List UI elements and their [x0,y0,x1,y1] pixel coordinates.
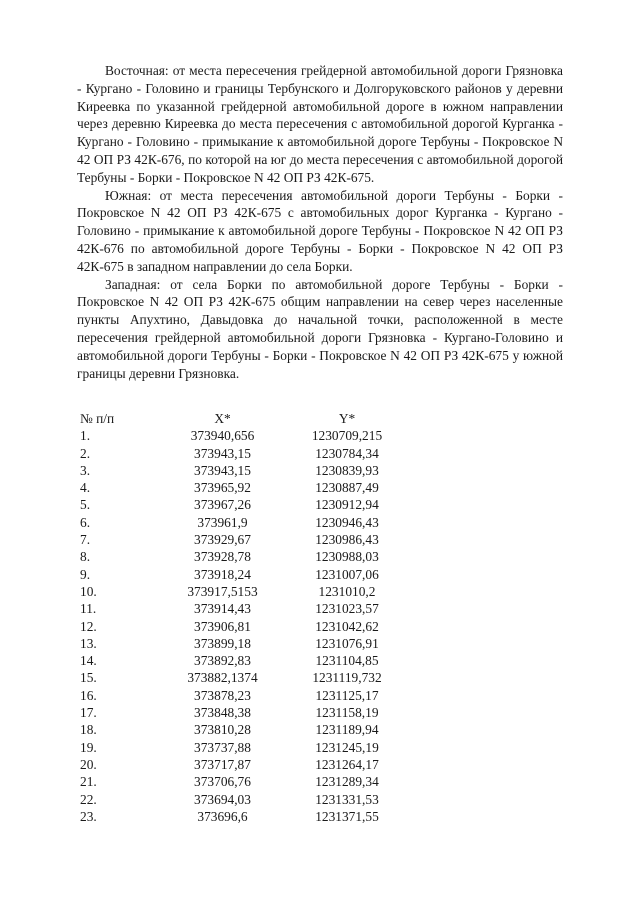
table-row [80,808,399,825]
cell-number: 13. [80,635,97,651]
paragraph-east: Восточная: от места пересечения грейдерной автомобильной дороги Грязновка - Кургано - Головино и границы Тербунского и Долгоруковского районов у деревни Киреевка по указанной грейдерной автомобильной дороге в южном направлении через деревню Киреевка до места пересечения с автомобильной дорогой Курганка - Кургано - Головино - примыкание к автомобильной дороге Тербуны - Покровское N 42 ОП РЗ 42К-676, по которой на юг до места пересечения с автомобильной дорогой Тербуны - Борки - Покровское N 42 ОП РЗ 42К-675. [77,63,563,185]
cell-y: 1231010,2 [318,583,376,599]
cell-x: 373848,38 [194,705,251,721]
cell-y: 1231158,19 [315,705,379,721]
cell-y: 1231104,85 [315,653,379,669]
table-row [80,496,399,513]
cell-y: 1230946,43 [315,514,379,530]
cell-y: 1231331,53 [315,791,379,807]
cell-y: 1230709,215 [311,428,383,444]
table-row [80,687,399,704]
cell-x: 373899,18 [194,635,251,651]
paragraph-west: Западная: от села Борки по автомобильной дороге Тербуны - Борки - Покровское N 42 ОП РЗ 42К-675 общим направлении на север через населенные пункты Апухтино, Давыдовка до начальной точки, расположенной в месте пересечения грейдерной автомобильной дороги Грязновка - Кургано-Головино и автомобильной дороги Тербуны - Борки - Покровское N 42 ОП РЗ 42К-675 у южной границы деревни Грязновка. [77,276,563,381]
cell-number: 17. [80,705,97,721]
table-row [80,427,399,444]
cell-y: 1231264,17 [315,756,379,772]
table-row [80,479,399,496]
cell-number: 14. [80,653,97,669]
table-row [80,773,399,790]
header-y: Y* [338,411,356,426]
cell-y: 1231119,732 [312,670,382,686]
cell-x: 373961,9 [197,514,248,530]
paragraph-south: Южная: от места пересечения автомобильной дороги Тербуны - Борки - Покровское N 42 ОП РЗ 42К-675 с автомобильных дорог Курганка - Кургано - Головино - примыкание к автомобильной дороге Тербуны - Покровское N 42 ОП РЗ 42К-676 по автомобильной дороге Тербуны - Борки - Покровское N 42 ОП РЗ 42К-675 в западном направлении до села Борки. [77,187,563,274]
table-body [80,427,399,825]
cell-x: 373918,24 [194,566,251,582]
cell-number: 23. [80,808,97,824]
cell-number: 3. [80,462,91,478]
cell-x: 373706,76 [194,774,251,790]
cell-x: 373892,83 [194,653,251,669]
table-row [80,531,399,548]
table-row [80,618,399,635]
cell-y: 1230887,49 [315,480,379,496]
cell-number: 12. [80,618,97,634]
cell-x: 373737,88 [194,739,251,755]
cell-x: 373965,92 [194,480,251,496]
cell-x: 373914,43 [194,601,251,617]
table-row [80,756,399,773]
cell-number: 8. [80,549,91,565]
cell-x: 373943,15 [194,462,251,478]
cell-x: 373878,23 [194,687,251,703]
cell-number: 22. [80,791,97,807]
cell-x: 373717,87 [194,756,251,772]
cell-x: 373882,1374 [187,670,258,686]
header-x: X* [214,411,231,426]
cell-x: 373917,5153 [187,583,258,599]
cell-number: 15. [80,670,97,686]
cell-y: 1231007,06 [315,566,379,582]
cell-y: 1230839,93 [315,462,379,478]
table-row [80,548,399,565]
cell-number: 11. [80,601,97,617]
cell-x: 373943,15 [194,445,251,461]
cell-number: 4. [80,480,91,496]
coordinates-table [80,410,399,825]
cell-x: 373906,81 [194,618,251,634]
cell-y: 1230784,34 [315,445,379,461]
table-row [80,721,399,738]
cell-number: 19. [80,739,97,755]
table-row [80,462,399,479]
cell-x: 373810,28 [194,722,251,738]
cell-y: 1231189,94 [315,722,379,738]
table-row [80,583,399,600]
cell-number: 6. [80,514,91,530]
cell-x: 373928,78 [194,549,251,565]
table-row [80,566,399,583]
cell-x: 373967,26 [194,497,251,513]
cell-number: 2. [80,445,91,461]
table-row [80,445,399,462]
table-row [80,652,399,669]
table-row [80,514,399,531]
cell-y: 1231371,55 [315,808,379,824]
table-row [80,791,399,808]
table-row [80,739,399,756]
cell-y: 1230912,94 [315,497,379,513]
cell-y: 1231023,57 [315,601,379,617]
cell-x: 373696,6 [197,808,248,824]
cell-number: 9. [80,566,91,582]
cell-number: 16. [80,687,97,703]
cell-number: 10. [80,583,97,599]
cell-y: 1231042,62 [315,618,379,634]
cell-number: 1. [80,428,91,444]
cell-number: 7. [80,532,91,548]
table-row [80,600,399,617]
header-number: № п/п [80,411,115,426]
table-row [80,669,399,686]
cell-y: 1230988,03 [315,549,379,565]
cell-y: 1231289,34 [315,774,379,790]
cell-x: 373694,03 [194,791,251,807]
cell-x: 373940,656 [190,428,255,444]
table-header-row [80,410,399,427]
table-row [80,635,399,652]
cell-y: 1231125,17 [315,687,379,703]
cell-number: 20. [80,756,97,772]
cell-number: 21. [80,774,97,790]
cell-y: 1231076,91 [315,635,379,651]
table-row [80,704,399,721]
cell-number: 5. [80,497,91,513]
cell-x: 373929,67 [194,532,251,548]
cell-y: 1231245,19 [315,739,379,755]
cell-y: 1230986,43 [315,532,379,548]
cell-number: 18. [80,722,97,738]
boundary-description [77,62,563,382]
